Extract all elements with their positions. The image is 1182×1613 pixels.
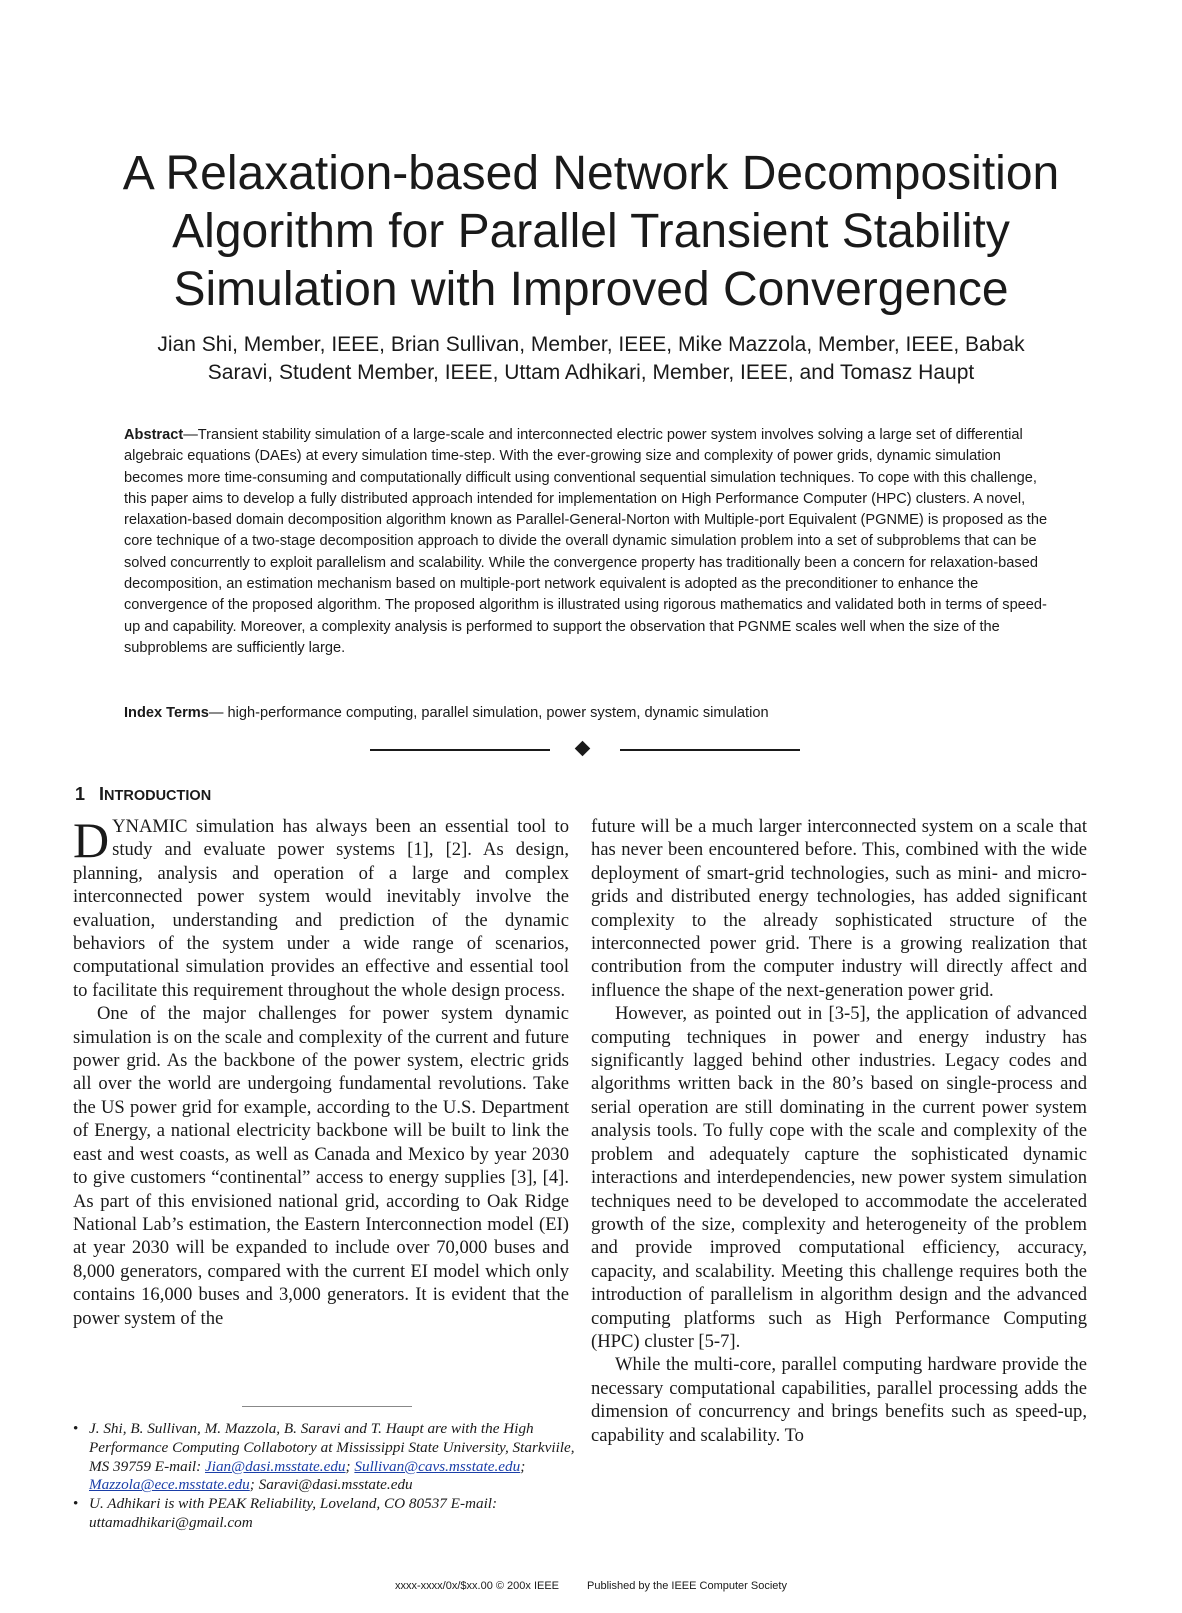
footnote-text: J. Shi, B. Sullivan, M. Mazzola, B. Saravi and T. Haupt are with the High Performance Computing Collabotory at Mississippi State University, Starkviile, MS 39759 E-mail: (89, 1420, 575, 1475)
footnote-tail: ; Saravi@dasi.msstate.edu (249, 1476, 413, 1494)
page-footer (0, 1580, 1182, 1592)
title-line: Algorithm for Parallel Transient Stability (172, 205, 1010, 258)
email-link[interactable]: Jian@dasi.msstate.edu (205, 1457, 346, 1475)
right-column (591, 815, 1087, 1447)
footnote-item (73, 1420, 583, 1495)
paragraph: However, as pointed out in [3-5], the application of advanced computing techniques in power and energy industry has significantly lagged behind other industries. Legacy codes and algorithms written back in the 80’s based on single-process and serial operation are still dominating in the current power system analysis tools. To fully cope with the scale and complexity of the problem and adequately capture the sophisticated dynamic interactions and interdependencies, new power system simulation techniques need to be developed to accommodate the accelerated growth of the size, complexity and heterogeneity of the problem and provide improved computational efficiency, accuracy, capacity, and scalability. Meeting this challenge requires both the introduction of parallelism in algorithm design and the advanced computing platforms such as High Performance Computing (HPC) cluster [5-7]. (591, 1003, 1087, 1352)
separator: ; (520, 1457, 526, 1475)
paper-title (60, 145, 1122, 319)
paragraph (73, 812, 569, 1002)
index-terms-label: Index Terms (124, 705, 209, 721)
author-line: Saravi, Student Member, IEEE, Uttam Adhikari, Member, IEEE, and Tomasz Haupt (207, 361, 975, 384)
email-link[interactable]: Mazzola@ece.msstate.edu (89, 1476, 250, 1494)
abstract-label: Abstract (124, 427, 184, 443)
left-column (73, 812, 569, 1330)
section-title-initial: I (99, 784, 105, 804)
author-list (80, 331, 1102, 387)
separator: ; (345, 1457, 355, 1475)
footnotes (73, 1420, 583, 1533)
copyright-line: xxxx-xxxx/0x/$xx.00 © 200x IEEE (395, 1580, 560, 1592)
bullet-icon: • (73, 1495, 79, 1513)
index-terms-text: — high-performance computing, parallel simulation, power system, dynamic simulation (208, 705, 769, 721)
abstract (124, 425, 1058, 659)
section-number: 1 (75, 784, 86, 804)
bullet-icon: • (73, 1420, 79, 1437)
title-line: Simulation with Improved Convergence (173, 263, 1009, 316)
footnote-rule (242, 1406, 412, 1407)
publisher-line: Published by the IEEE Computer Society (587, 1580, 787, 1592)
section-title-rest: NTRODUCTION (104, 788, 212, 804)
paragraph-text: YNAMIC simulation has always been an essential tool to study and evaluate power systems [1], [2]. As design, planning, analysis and operation of a large and complex interconnected power system would inevitably involve the evaluation, understanding and prediction of the dynamic behaviors of the system under a wide range of scenarios, computational simulation provides an effective and essential tool to facilitate this requirement throughout the whole design process. (73, 816, 569, 1001)
footnote-item (73, 1495, 583, 1533)
section-heading (75, 784, 211, 805)
footnote-text: U. Adhikari is with PEAK Reliability, Loveland, CO 80537 E-mail: uttamadhikari@gmail.com (89, 1495, 498, 1531)
section-divider (370, 738, 800, 762)
title-line: A Relaxation-based Network Decomposition (122, 147, 1060, 200)
paragraph: While the multi-core, parallel computing hardware provide the necessary computational capabilities, parallel processing adds the dimension of concurrency and brings benefits such as speed-up, capability and scalability. To (591, 1354, 1087, 1446)
diamond-icon (575, 741, 591, 757)
paragraph: One of the major challenges for power system dynamic simulation is on the scale and complexity of the current and future power grid. As the backbone of the power system, electric grids all over the world are undergoing fundamental revolutions. Take the US power grid for example, according to the U.S. Department of Energy, a national electricity backbone will be built to link the east and west coasts, as well as Canada and Mexico by year 2030 to give customers “continental” access to energy supplies [3], [4]. As part of this envisioned national grid, according to Oak Ridge National Lab’s estimation, the Eastern Interconnection model (EI) at year 2030 will be expanded to include over 70,000 buses and 8,000 generators, compared with the current EI model which only contains 16,000 buses and 3,000 generators. It is evident that the power system of the (73, 1003, 569, 1329)
divider-dash-right (620, 749, 800, 751)
index-terms (124, 703, 1058, 724)
abstract-text: —Transient stability simulation of a large-scale and interconnected electric power system involves solving a large set of differential algebraic equations (DAEs) at every simulation time-step. With the ever-growing size and complexity of power grids, dynamic simulation becomes more time-consuming and computationally difficult using conventional sequential simulation techniques. To cope with this challenge, this paper aims to develop a fully distributed approach intended for implementation on High Performance Computer (HPC) clusters. A novel, relaxation-based domain decomposition algorithm known as Parallel-General-Norton with Multiple-port Equivalent (PGNME) is proposed as the core technique of a two-stage decomposition approach to divide the overall dynamic simulation problem into a set of subproblems that can be solved concurrently to exploit parallelism and scalability. While the convergence property has traditionally been a concern for relaxation-based decomposition, an estimation mechanism based on multiple-port network equivalent is adopted as the preconditioner to enhance the convergence of the proposed algorithm. The proposed algorithm is illustrated using rigorous mathematics and validated both in terms of speed-up and capability. Moreover, a complexity analysis is performed to support the observation that PGNME scales well when the size of the subproblems are sufficiently large. (124, 427, 1048, 656)
paragraph: future will be a much larger interconnected system on a scale that has never been encountered before. This, combined with the wide deployment of smart-grid technologies, such as mini- and micro-grids and distributed energy technologies, has added significant complexity to the already sophisticated structure of the interconnected power grid. There is a growing realization that contribution from the computer industry will directly affect and influence the shape of the next-generation power grid. (591, 816, 1087, 1001)
author-line: Jian Shi, Member, IEEE, Brian Sullivan, Member, IEEE, Mike Mazzola, Member, IEEE, Babak (157, 333, 1025, 356)
divider-dash-left (370, 749, 550, 751)
drop-cap: D (73, 812, 110, 868)
email-link[interactable]: Sullivan@cavs.msstate.edu (354, 1457, 521, 1475)
